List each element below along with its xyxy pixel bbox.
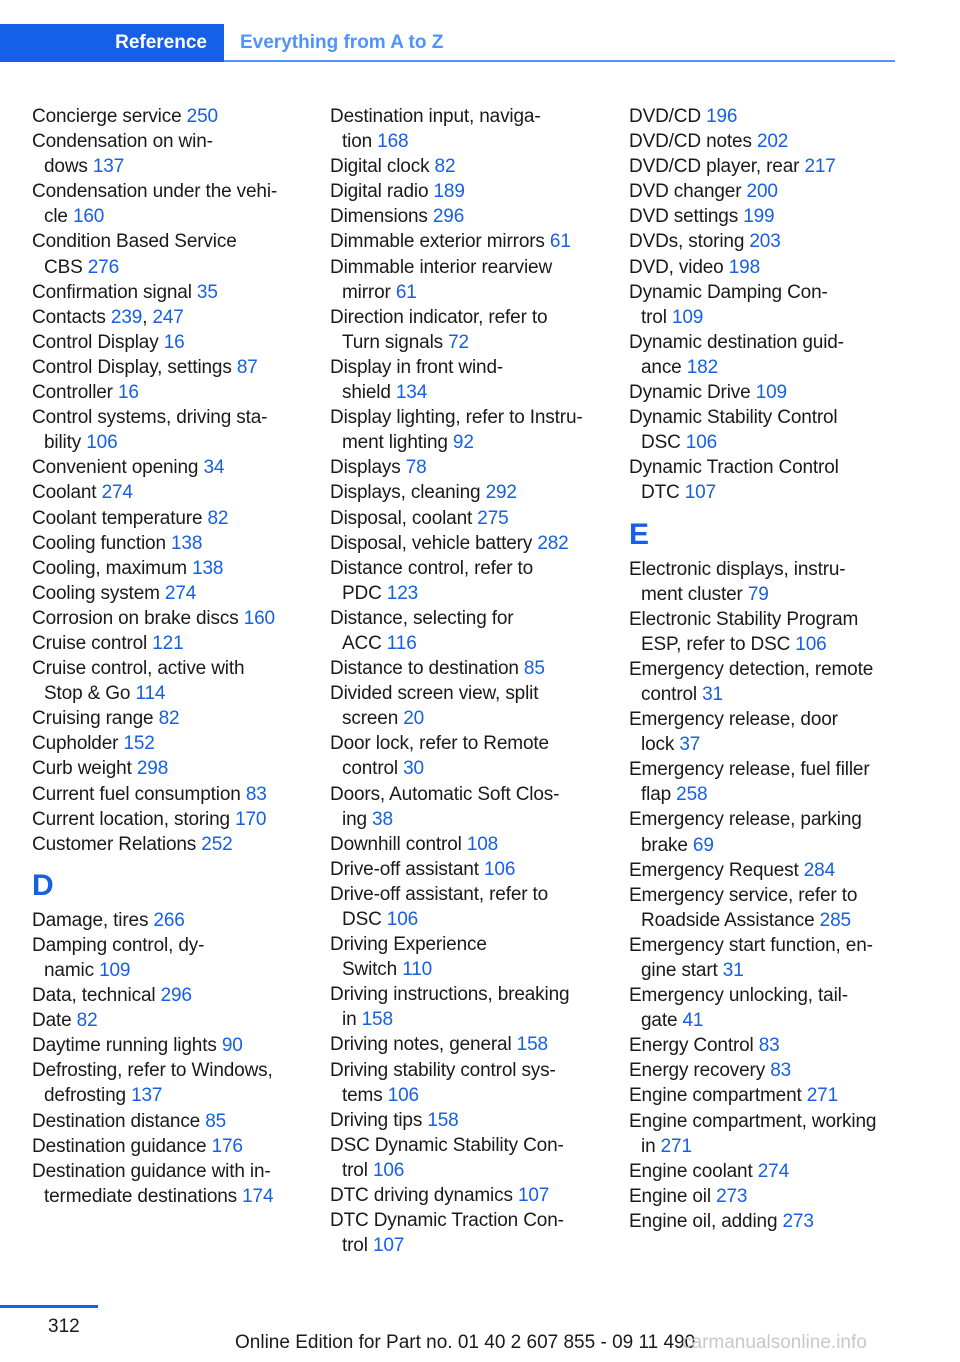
index-entry: [629, 707, 904, 757]
page-link[interactable]: 168: [377, 131, 409, 153]
entry-term: Cooling function: [32, 532, 171, 554]
entry-term: Control systems, driving sta- bility: [32, 407, 268, 454]
page-link[interactable]: 116: [386, 632, 417, 654]
page-separator: ,: [142, 306, 153, 328]
entry-term: DVD/CD notes: [629, 131, 757, 153]
page-link[interactable]: 158: [427, 1109, 459, 1131]
section-letter: E: [629, 517, 650, 551]
entry-term: Emergency service, refer to Roadside Assistance: [629, 884, 858, 931]
entry-term: Dynamic Stability Control DSC: [629, 407, 838, 454]
index-entry: [330, 1208, 605, 1258]
index-entry: [32, 1008, 307, 1033]
entry-term: Condensation under the vehi- cle: [32, 181, 278, 228]
page-link[interactable]: 109: [99, 960, 131, 981]
index-entry: [330, 1058, 605, 1108]
page-link[interactable]: 274: [101, 482, 133, 504]
index-entry: [32, 355, 307, 380]
page-link[interactable]: 108: [466, 833, 499, 855]
index-entry: [330, 104, 605, 154]
entry-term: DTC driving dynamics: [330, 1185, 518, 1207]
entry-term: Curb weight: [32, 758, 137, 780]
index-entry: [629, 1209, 904, 1234]
entry-term: Driving stability control sys- tems: [330, 1059, 556, 1106]
entry-term: Driving instructions, breaking in: [330, 984, 570, 1031]
entry-term: Current location, storing: [32, 808, 236, 830]
entry-term: Destination guidance: [32, 1135, 212, 1157]
index-entry: [330, 832, 605, 857]
page-link[interactable]: 20: [403, 708, 425, 730]
entry-term: Coolant temperature: [32, 507, 208, 529]
entry-term: Divided screen view, split screen: [330, 683, 539, 730]
index-entry: [330, 405, 605, 455]
index-entry: [330, 455, 605, 480]
index-entry: [629, 1109, 904, 1159]
page-link[interactable]: 292: [485, 482, 517, 504]
page-link[interactable]: 199: [743, 206, 775, 228]
entry-term: Data, technical: [32, 985, 161, 1007]
entry-term: Customer Relations: [32, 833, 202, 855]
entry-term: Dimmable exterior mirrors: [330, 231, 550, 253]
index-entry: [32, 455, 307, 480]
entry-term: Driving notes, general: [330, 1034, 517, 1056]
index-entry: [32, 706, 307, 731]
index-entry: [32, 1134, 307, 1159]
index-entry: [32, 129, 307, 179]
index-entry: [330, 154, 605, 179]
index-entry: [32, 1159, 307, 1209]
entry-term: Emergency release, door lock: [629, 709, 838, 756]
entry-term: Destination distance: [32, 1110, 206, 1132]
entry-term: Engine coolant: [629, 1160, 758, 1182]
entry-term: Defrosting, refer to Windows, defrosting: [32, 1060, 273, 1107]
index-entry: [330, 982, 605, 1032]
index-entry: [32, 581, 307, 606]
index-entry: [32, 506, 307, 531]
page-link[interactable]: 16: [163, 331, 185, 353]
entry-term: Engine oil: [629, 1185, 717, 1207]
index-entry: [32, 1058, 307, 1108]
entry-term: Dynamic Drive: [629, 382, 756, 404]
entry-term: Distance, selecting for ACC: [330, 607, 514, 654]
index-entry: [32, 832, 307, 857]
index-entry: [32, 280, 307, 305]
index-entry: [629, 380, 904, 405]
page-link[interactable]: 273: [782, 1210, 814, 1232]
index-entry: [330, 681, 605, 731]
entry-term: Condensation on win- dows: [32, 131, 213, 178]
page-link[interactable]: 16: [118, 382, 139, 404]
watermark: carmanualsonline.info: [682, 1332, 867, 1353]
page-link[interactable]: 123: [386, 582, 419, 604]
entry-term: DVD/CD player, rear: [629, 156, 805, 178]
page-link[interactable]: 274: [164, 582, 197, 604]
index-entry: [629, 1058, 904, 1083]
page-link[interactable]: 284: [803, 859, 835, 881]
footer-divider: [0, 1305, 98, 1308]
index-entry: [32, 104, 307, 129]
entry-term: DSC Dynamic Stability Con- trol: [330, 1134, 564, 1181]
entry-term: Cooling, maximum: [32, 557, 193, 579]
page-link[interactable]: 106: [86, 432, 118, 454]
entry-term: Dynamic destination guid- ance: [629, 331, 844, 378]
index-entry: [629, 255, 904, 280]
entry-term: Downhill control: [330, 833, 467, 855]
page-link[interactable]: 203: [749, 231, 781, 253]
entry-term: Destination input, naviga- tion: [330, 106, 541, 153]
index-entry: [32, 531, 307, 556]
index-entry: [32, 983, 307, 1008]
entry-term: Daytime running lights: [32, 1035, 222, 1057]
page-link[interactable]: 138: [171, 532, 203, 554]
index-entry: [32, 179, 307, 229]
index-entry: [330, 480, 605, 505]
page-link[interactable]: 138: [192, 557, 224, 579]
index-entry: [330, 782, 605, 832]
index-entry: [32, 731, 307, 756]
page-link[interactable]: 107: [684, 482, 716, 504]
index-entry: [330, 355, 605, 405]
page-link[interactable]: 273: [716, 1185, 748, 1207]
index-entry: [32, 908, 307, 933]
page-link[interactable]: 274: [757, 1160, 790, 1182]
page-link[interactable]: 109: [671, 306, 704, 328]
page-link[interactable]: 271: [806, 1085, 839, 1107]
entry-term: Emergency unlocking, tail- gate: [629, 985, 848, 1032]
entry-term: Displays: [330, 457, 406, 479]
page-link[interactable]: 106: [386, 909, 419, 930]
page-link[interactable]: 109: [755, 382, 787, 404]
page-link[interactable]: 137: [131, 1085, 163, 1107]
page-link[interactable]: 85: [523, 658, 545, 680]
entry-term: Current fuel consumption: [32, 783, 246, 805]
entry-term: Cruise control, active with Stop & Go: [32, 658, 245, 705]
index-entry: [629, 883, 904, 933]
page-link[interactable]: 258: [676, 784, 708, 806]
entry-term: Emergency start function, en- gine start: [629, 934, 873, 981]
index-entry: [330, 857, 605, 882]
page-link[interactable]: 107: [517, 1185, 550, 1207]
entry-term: Displays, cleaning: [330, 482, 486, 504]
index-entry: [32, 782, 307, 807]
page-link[interactable]: 296: [160, 985, 192, 1007]
index-entry: [330, 606, 605, 656]
entry-term: Driving Experience Switch: [330, 934, 487, 981]
entry-term: Confirmation signal: [32, 281, 197, 303]
index-entry: [32, 480, 307, 505]
entry-term: Engine compartment: [629, 1085, 807, 1107]
index-entry: [330, 1133, 605, 1183]
entry-term: Drive-off assistant, refer to DSC: [330, 883, 549, 930]
page-link[interactable]: 174: [242, 1185, 274, 1207]
entry-term: Destination guidance with in- termediate destinations: [32, 1160, 271, 1207]
index-entry: [32, 330, 307, 355]
index-entry: [629, 179, 904, 204]
entry-term: Damping control, dy- namic: [32, 934, 205, 981]
index-entry: [330, 556, 605, 606]
entry-term: Direction indicator, refer to Turn signals: [330, 306, 548, 353]
page-link[interactable]: 158: [516, 1034, 548, 1056]
index-entry: [629, 1083, 904, 1108]
index-column-2: [330, 104, 605, 1258]
page-link[interactable]: 41: [682, 1010, 704, 1032]
page-link[interactable]: 200: [746, 181, 778, 203]
page-link[interactable]: 176: [211, 1135, 243, 1157]
entry-term: Electronic Stability Program ESP, refer to DSC: [629, 608, 859, 655]
index-entry: [629, 607, 904, 657]
page-link[interactable]: 61: [549, 231, 571, 253]
page-link[interactable]: 121: [152, 632, 184, 654]
page-link[interactable]: 134: [395, 382, 428, 404]
index-entry: [32, 1109, 307, 1134]
page-link[interactable]: 37: [679, 734, 701, 756]
page-number: 312: [48, 1316, 80, 1337]
index-entry: [330, 305, 605, 355]
index-entry: [629, 229, 904, 254]
page-link[interactable]: 189: [433, 181, 465, 203]
index-entry: [629, 557, 904, 607]
entry-term: Electronic displays, instru- ment cluster: [629, 558, 846, 605]
page-link[interactable]: 152: [123, 733, 155, 755]
section-letter: D: [32, 868, 54, 902]
index-entry: [32, 556, 307, 581]
index-entry: [330, 932, 605, 982]
index-entry: [32, 656, 307, 706]
entry-term: Dynamic Traction Control DTC: [629, 457, 839, 504]
entry-term: DVD settings: [629, 206, 744, 228]
entry-term: Energy Control: [629, 1035, 759, 1057]
index-entry: [629, 1184, 904, 1209]
page-link[interactable]: 35: [196, 281, 218, 303]
index-entry: [629, 104, 904, 129]
page-link[interactable]: 298: [136, 758, 169, 780]
entry-term: Distance control, refer to PDC: [330, 557, 534, 604]
page-link[interactable]: 252: [201, 833, 233, 855]
index-entry: [330, 1183, 605, 1208]
index-entry: [330, 506, 605, 531]
page-link[interactable]: 182: [686, 356, 718, 378]
entry-term: Dynamic Damping Con- trol: [629, 281, 828, 328]
entry-term: Cooling system: [32, 582, 165, 604]
entry-term: Cupholder: [32, 733, 124, 755]
page-link[interactable]: 78: [405, 457, 427, 479]
index-column-1: [32, 104, 307, 1209]
page-link[interactable]: 83: [758, 1035, 780, 1057]
page-link[interactable]: 106: [795, 633, 827, 655]
page-link[interactable]: 110: [402, 959, 433, 981]
page-link[interactable]: 160: [72, 206, 105, 228]
index-entry: [32, 1033, 307, 1058]
index-entry: [32, 229, 307, 279]
page-link[interactable]: 271: [660, 1135, 692, 1157]
entry-term: Emergency Request: [629, 859, 804, 881]
page-link[interactable]: 82: [76, 1010, 98, 1032]
index-entry: [330, 731, 605, 781]
page-link[interactable]: 72: [448, 331, 469, 353]
index-entry: [330, 656, 605, 681]
page-link[interactable]: 296: [432, 206, 465, 228]
index-entry: [629, 280, 904, 330]
page-link[interactable]: 250: [186, 106, 218, 127]
entry-term: Distance to destination: [330, 658, 524, 680]
index-entry: [629, 204, 904, 229]
page-link[interactable]: 137: [92, 156, 125, 178]
page-link[interactable]: 158: [361, 1009, 393, 1031]
edition-note: Online Edition for Part no. 01 40 2 607 855 - 09 11 490: [235, 1332, 696, 1353]
page-link[interactable]: 106: [483, 858, 516, 880]
index-entry: [330, 531, 605, 556]
page-link[interactable]: 247: [152, 306, 184, 328]
section-tab-label: Reference: [115, 32, 207, 53]
page-link[interactable]: 107: [372, 1235, 405, 1257]
entry-term: Contacts: [32, 306, 111, 328]
page-link[interactable]: 61: [395, 281, 417, 303]
entry-term: Driving tips: [330, 1109, 428, 1131]
entry-term: Digital clock: [330, 156, 435, 178]
page-link[interactable]: 34: [203, 457, 225, 479]
index-entry: [629, 933, 904, 983]
page-link[interactable]: 106: [685, 432, 718, 454]
index-entry: [32, 631, 307, 656]
index-entry: [629, 1033, 904, 1058]
page-link[interactable]: 275: [477, 507, 509, 529]
entry-term: Corrosion on brake discs: [32, 607, 244, 629]
entry-term: Digital radio: [330, 181, 434, 203]
entry-term: Energy recovery: [629, 1060, 771, 1082]
page-link[interactable]: 285: [819, 909, 851, 931]
entry-term: Disposal, coolant: [330, 507, 478, 529]
page-link[interactable]: 90: [221, 1035, 243, 1057]
index-entry: [629, 858, 904, 883]
entry-term: DVD changer: [629, 181, 747, 203]
page-link[interactable]: 82: [158, 708, 180, 730]
entry-term: Engine compartment, working in: [629, 1110, 877, 1157]
index-entry: [629, 405, 904, 455]
section-tab-reference[interactable]: [0, 24, 224, 62]
header-divider: [224, 60, 895, 62]
index-entry: [629, 657, 904, 707]
entry-term: Emergency detection, remote control: [629, 658, 874, 705]
page-link[interactable]: 106: [372, 1159, 405, 1181]
entry-term: Control Display, settings: [32, 356, 237, 378]
entry-term: Convenient opening: [32, 457, 204, 479]
entry-term: Emergency release, parking brake: [629, 809, 862, 856]
page-link[interactable]: 282: [537, 532, 569, 554]
page-link[interactable]: 239: [110, 306, 143, 328]
index-entry: [330, 179, 605, 204]
page-link[interactable]: 114: [135, 683, 166, 705]
chapter-title[interactable]: Everything from A to Z: [240, 32, 444, 53]
entry-term: Disposal, vehicle battery: [330, 532, 538, 554]
page-link[interactable]: 266: [153, 909, 185, 931]
entry-term: DTC Dynamic Traction Con- trol: [330, 1210, 564, 1257]
page-link[interactable]: 92: [452, 432, 474, 454]
page-link[interactable]: 170: [235, 808, 267, 830]
page-link[interactable]: 82: [207, 507, 229, 529]
entry-term: Control Display: [32, 331, 164, 353]
index-entry: [629, 129, 904, 154]
entry-term: Coolant: [32, 482, 102, 504]
entry-term: Display in front wind- shield: [330, 356, 504, 404]
entry-term: Date: [32, 1010, 77, 1032]
entry-term: Doors, Automatic Soft Clos- ing: [330, 783, 560, 830]
page-link[interactable]: 202: [756, 131, 789, 153]
entry-term: Controller: [32, 382, 118, 404]
page-link[interactable]: 160: [243, 607, 275, 629]
page-link[interactable]: 198: [728, 256, 760, 278]
entry-term: DVD/CD: [629, 106, 707, 127]
index-entry: [330, 1032, 605, 1057]
page-link[interactable]: 31: [722, 960, 744, 981]
page-link[interactable]: 85: [205, 1110, 227, 1132]
page-link[interactable]: 79: [747, 583, 769, 605]
entry-term: Engine oil, adding: [629, 1210, 783, 1232]
page-link[interactable]: 106: [387, 1084, 419, 1106]
page-link[interactable]: 30: [403, 758, 424, 780]
entry-term: Dimensions: [330, 206, 433, 228]
index-entry: [32, 756, 307, 781]
entry-term: Cruising range: [32, 708, 159, 730]
entry-term: Drive-off assistant: [330, 858, 484, 880]
entry-term: Condition Based Service CBS: [32, 231, 237, 278]
index-entry: [629, 455, 904, 505]
page-link[interactable]: 196: [706, 106, 738, 127]
page-link[interactable]: 87: [236, 356, 258, 378]
index-entry: [32, 380, 307, 405]
entry-term: Display lighting, refer to Instru- ment lighting: [330, 407, 583, 454]
page-link[interactable]: 83: [245, 783, 267, 805]
index-entry: [32, 305, 307, 330]
entry-term: Concierge service: [32, 106, 187, 127]
page-link[interactable]: 217: [804, 156, 836, 178]
entry-term: Door lock, refer to Remote control: [330, 733, 549, 780]
page-link[interactable]: 69: [692, 834, 714, 856]
index-entry: [330, 255, 605, 305]
page-link[interactable]: 83: [770, 1060, 792, 1082]
index-entry: [32, 405, 307, 455]
entry-term: DVD, video: [629, 256, 729, 278]
page-link[interactable]: 82: [434, 156, 456, 178]
index-entry: [330, 1108, 605, 1133]
index-entry: [330, 204, 605, 229]
index-entry: [32, 606, 307, 631]
index-entry: [629, 1159, 904, 1184]
index-entry: [629, 330, 904, 380]
entry-term: Emergency release, fuel filler flap: [629, 759, 870, 806]
index-entry: [629, 807, 904, 857]
index-column-3: [629, 104, 904, 1234]
index-entry: [629, 154, 904, 179]
index-entry: [32, 933, 307, 983]
entry-term: Damage, tires: [32, 909, 154, 931]
index-entry: [32, 807, 307, 832]
index-entry: [629, 983, 904, 1033]
page-link[interactable]: 38: [372, 808, 393, 830]
index-entry: [330, 229, 605, 254]
page-header: [0, 24, 895, 62]
page-link[interactable]: 31: [702, 683, 723, 705]
entry-term: Dimmable interior rearview mirror: [330, 256, 553, 303]
index-entry: [330, 882, 605, 932]
entry-term: DVDs, storing: [629, 231, 750, 253]
entry-term: Cruise control: [32, 632, 153, 654]
page-link[interactable]: 276: [87, 256, 120, 278]
index-entry: [629, 757, 904, 807]
